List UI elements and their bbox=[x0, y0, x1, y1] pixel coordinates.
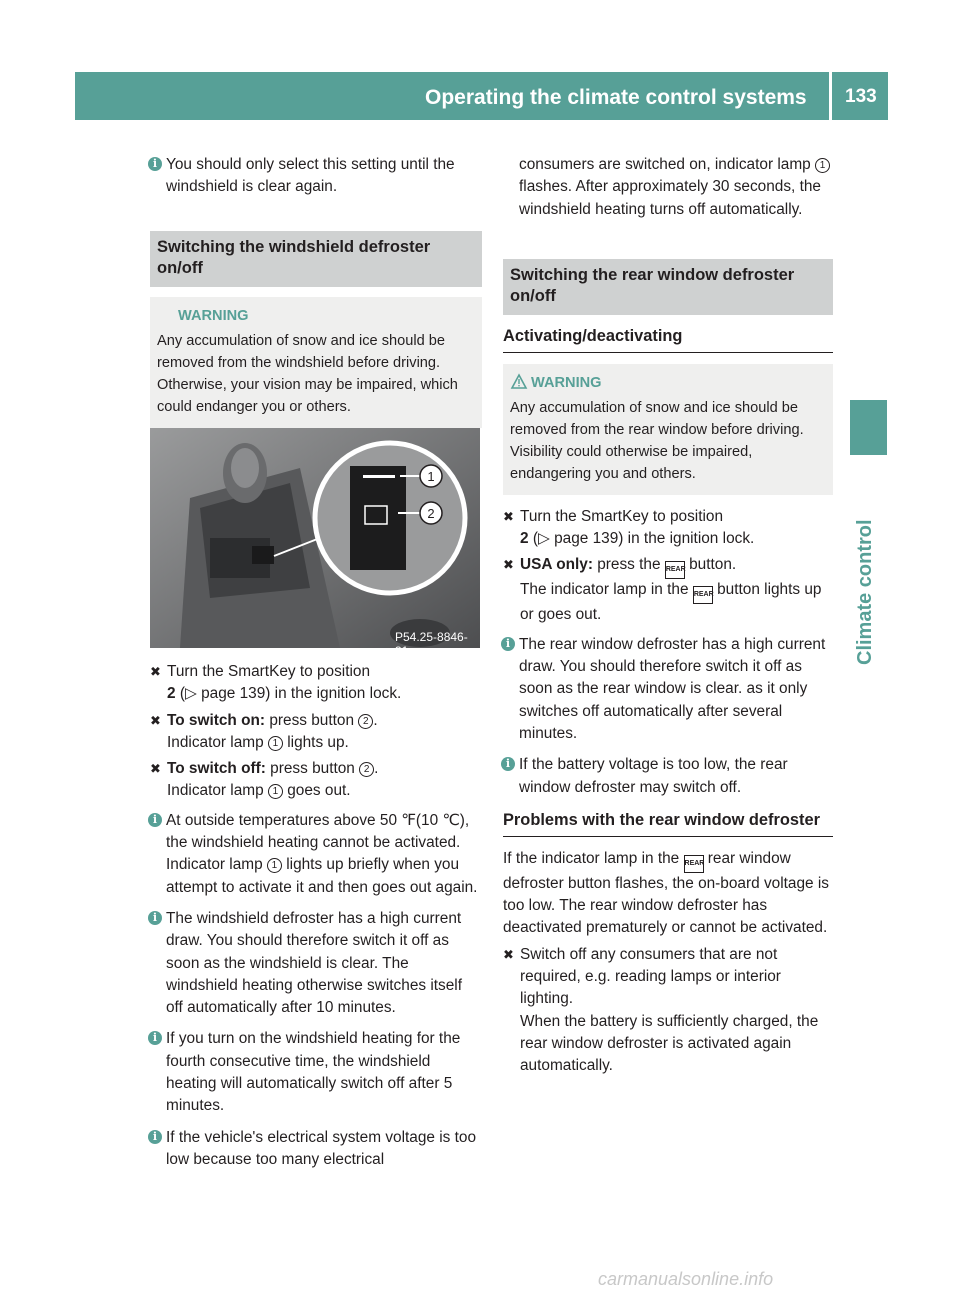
left-column bbox=[150, 154, 482, 428]
console-illustration bbox=[150, 428, 480, 648]
info-current-draw: i The windshield defroster has a high current draw. You should therefore switch it off as soon as the windshield is clear. The windshield heating otherwise switches itself off automatically after 10 minutes. bbox=[150, 908, 482, 1019]
warning-title: WARNING bbox=[510, 372, 826, 394]
callout-ref-1: 1 bbox=[267, 858, 282, 873]
page-title: Operating the climate control systems bbox=[425, 86, 807, 109]
warning-text: Any accumulation of snow and ice should be removed from the rear window before driving. Visibility could otherwise be impaired, endangering you and others. bbox=[510, 399, 804, 482]
info-icon: i bbox=[148, 157, 162, 171]
warning-text: Any accumulation of snow and ice should be removed from the windshield before driving. Otherwise, your vision may be impaired, which could endanger you or others. bbox=[157, 332, 458, 415]
callout-ref-1: 1 bbox=[268, 784, 283, 799]
photo-callout-1: 1 bbox=[427, 469, 435, 484]
rear-defroster-button-icon: REAR bbox=[665, 561, 685, 579]
rear-defroster-button-icon: REAR bbox=[693, 586, 713, 604]
subheading-activating: Activating/deactivating bbox=[503, 326, 833, 353]
footer-watermark: carmanualsonline.info bbox=[598, 1269, 774, 1289]
left-column-steps bbox=[150, 661, 482, 1171]
callout-ref-2: 2 bbox=[358, 714, 373, 729]
step-arrow-icon: ✖ bbox=[503, 946, 514, 962]
info-icon: i bbox=[148, 813, 162, 827]
section-heading-windshield: Switching the windshield defroster on/off bbox=[150, 231, 482, 287]
info-fourth-time: i If you turn on the windshield heating for the fourth consecutive time, the windshield heating will automatically switch off after 5 minutes. bbox=[150, 1028, 482, 1117]
step-turn-key: ✖ Turn the SmartKey to position 2 (▷ page 139) in the ignition lock. bbox=[150, 663, 402, 703]
console-photo bbox=[150, 428, 480, 658]
page-header bbox=[75, 72, 888, 120]
callout-ref-1: 1 bbox=[268, 736, 283, 751]
step-arrow-icon: ✖ bbox=[503, 508, 514, 524]
rear-defroster-button-icon: REAR bbox=[684, 855, 704, 873]
warning-title: WARNING bbox=[157, 305, 475, 327]
callout-ref-2: 2 bbox=[359, 762, 374, 777]
step-switch-off-consumers: ✖ Switch off any consumers that are not required, e.g. reading lamps or interior lighting. When the battery is sufficiently charged, the rear window defroster is activated again automatically. bbox=[503, 945, 819, 1075]
step-switch-off: ✖ To switch off: press button 2 . Indicator lamp 1 goes out. bbox=[150, 760, 379, 800]
info-rear-draw: i The rear window defroster has a high current draw. You should therefore switch it off as soon as the rear window is clear. as it only switches off automatically after several minutes. bbox=[503, 634, 835, 745]
step-arrow-icon: ✖ bbox=[150, 664, 161, 679]
step-turn-key: ✖ Turn the SmartKey to position 2 (▷ page 139) in the ignition lock. bbox=[503, 507, 755, 548]
photo-callout-2: 2 bbox=[427, 506, 435, 521]
section-heading-rear-window: Switching the rear window defroster on/off bbox=[503, 259, 833, 315]
header-separator bbox=[829, 72, 832, 120]
side-tab-block bbox=[850, 400, 887, 455]
side-tab-label: Climate control bbox=[854, 519, 876, 665]
info-icon: i bbox=[501, 757, 515, 771]
info-icon: i bbox=[148, 911, 162, 925]
step-arrow-icon: ✖ bbox=[150, 712, 161, 728]
callout-ref-1: 1 bbox=[815, 158, 830, 173]
info-temperature: i At outside temperatures above 50 ℉(10 ℃), the windshield heating cannot be activated. Indicator lamp 1 lights up briefly when you attempt to activate it and then goes out again. bbox=[150, 810, 482, 899]
subheading-problems: Problems with the rear window defroster bbox=[503, 810, 833, 837]
warning-triangle-icon bbox=[511, 374, 527, 389]
step-usa-only: ✖ USA only: press the REAR button. The indicator lamp in the REAR button lights up or goes out. bbox=[503, 556, 822, 624]
problems-text: If the indicator lamp in the REAR rear window defroster button flashes, the on-board voltage is too low. The rear window defroster has deactivated prematurely or cannot be activated. bbox=[503, 849, 829, 937]
info-intro: i You should only select this setting until the windshield is clear again. bbox=[150, 154, 482, 199]
page-number: 133 bbox=[845, 86, 877, 107]
right-column bbox=[503, 154, 835, 1078]
side-tab bbox=[848, 475, 888, 665]
step-arrow-icon: ✖ bbox=[150, 761, 161, 777]
step-switch-on: ✖ To switch on: press button 2 . Indicator lamp 1 lights up. bbox=[150, 711, 378, 751]
info-icon: i bbox=[501, 637, 515, 651]
continuation-text: consumers are switched on, indicator lamp 1 flashes. After approximately 30 seconds, the windshield heating turns off automatically. bbox=[503, 154, 835, 221]
photo-code: P54.25-8846-31 bbox=[395, 630, 468, 658]
info-icon: i bbox=[148, 1031, 162, 1045]
step-arrow-icon: ✖ bbox=[503, 557, 514, 573]
info-voltage: i If the vehicle's electrical system voltage is too low because too many electrical bbox=[150, 1127, 482, 1172]
info-icon: i bbox=[148, 1130, 162, 1144]
warning-box-rear-window bbox=[503, 364, 833, 495]
warning-box-windshield bbox=[150, 297, 482, 428]
info-battery: i If the battery voltage is too low, the rear window defroster may switch off. bbox=[503, 754, 835, 799]
